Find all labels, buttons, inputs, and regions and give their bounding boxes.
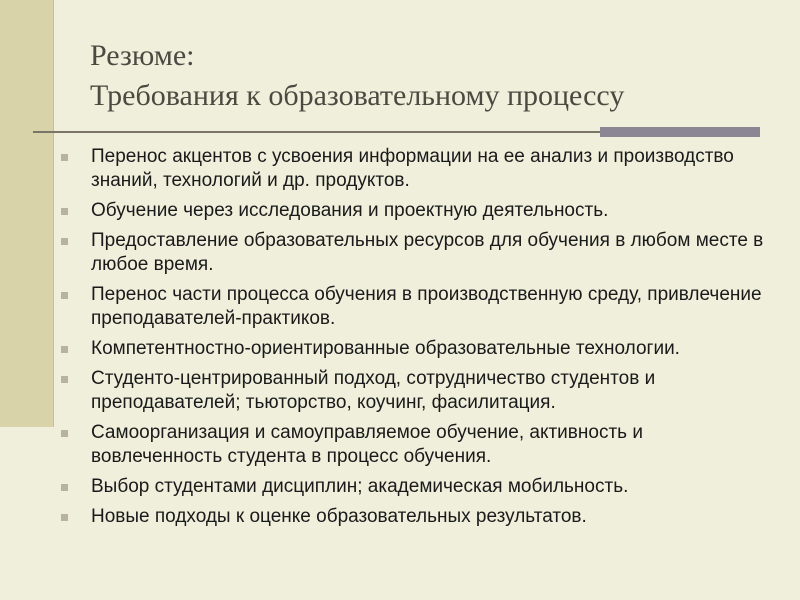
left-bar-edge: [53, 0, 54, 427]
bullet-square-icon: [61, 376, 68, 383]
bullet-text: Перенос акцентов с усвоения информации на ее анализ и производство знаний, технологий и др. продуктов.: [91, 146, 734, 191]
list-item: [56, 283, 776, 331]
bullet-text: Самоорганизация и самоуправляемое обучение, активность и вовлеченность студента в процесс обучения.: [91, 422, 643, 467]
bullet-square-icon: [61, 484, 68, 491]
bullet-square-icon: [61, 208, 68, 215]
bullet-text: Обучение через исследования и проектную деятельность.: [91, 200, 609, 221]
bullet-square-icon: [61, 292, 68, 299]
list-item: [56, 199, 776, 223]
title-line-1: Резюме:: [90, 39, 195, 72]
bullet-text: Предоставление образовательных ресурсов для обучения в любом месте в любое время.: [91, 230, 764, 275]
bullet-list: [56, 145, 776, 535]
list-item: [56, 145, 776, 193]
bullet-square-icon: [61, 346, 68, 353]
slide-title: [90, 36, 624, 116]
left-decorative-bar: [0, 0, 53, 427]
bullet-text: Компетентностно-ориентированные образовательные технологии.: [91, 338, 680, 359]
title-line-2: Требования к образовательному процессу: [90, 79, 625, 112]
list-item: [56, 337, 776, 361]
list-item: [56, 367, 776, 415]
divider-accent-block: [600, 127, 760, 137]
bullet-square-icon: [61, 154, 68, 161]
list-item: [56, 421, 776, 469]
title-divider: [33, 131, 600, 133]
bullet-text: Выбор студентами дисциплин; академическая мобильность.: [91, 476, 629, 497]
list-item: [56, 229, 776, 277]
bullet-text: Студенто-центрированный подход, сотрудничество студентов и преподавателей; тьюторство, коучинг, фасилитация.: [91, 368, 656, 413]
bullet-text: Перенос части процесса обучения в производственную среду, привлечение преподавателей-практиков.: [91, 284, 762, 329]
list-item: [56, 475, 776, 499]
bullet-text: Новые подходы к оценке образовательных результатов.: [91, 506, 587, 527]
bullet-square-icon: [61, 514, 68, 521]
list-item: [56, 505, 776, 529]
bullet-square-icon: [61, 238, 68, 245]
bullet-square-icon: [61, 430, 68, 437]
